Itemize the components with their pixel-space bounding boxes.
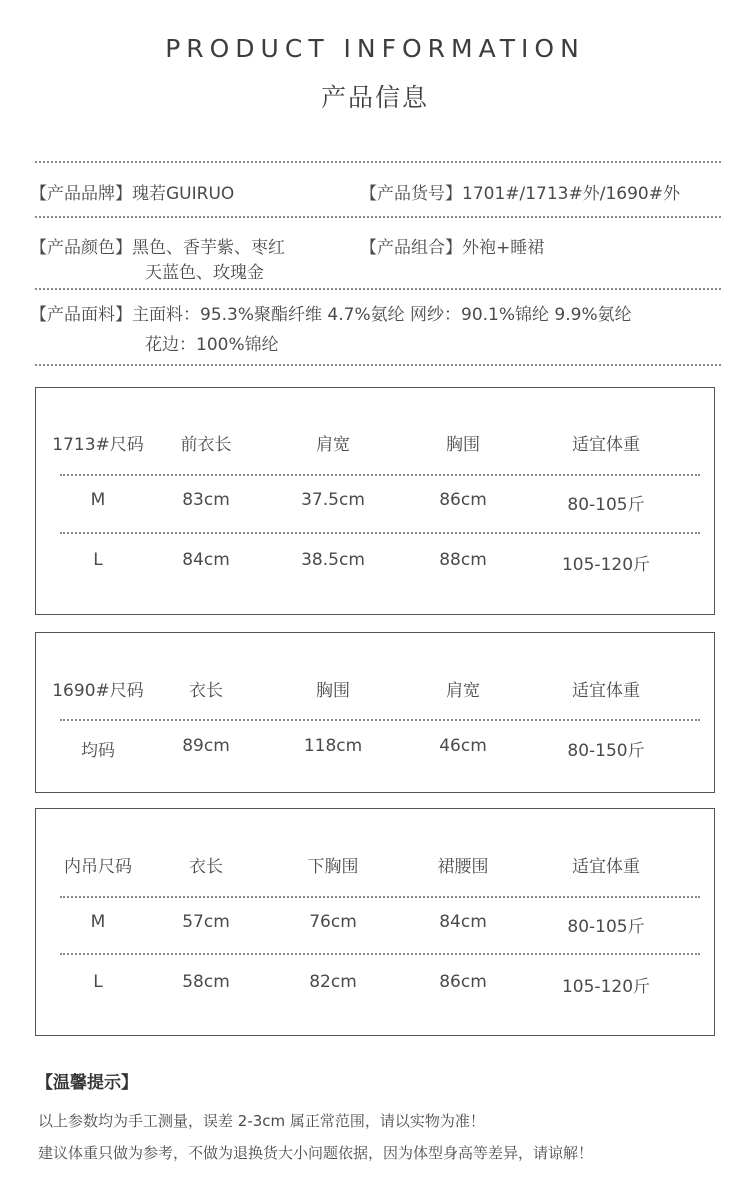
table-cell: 80-150斤: [567, 741, 645, 761]
table-cell: 118cm: [303, 736, 363, 756]
table-cell: 105-120斤: [561, 977, 651, 997]
divider-dotted: [60, 953, 700, 955]
table-cell: 86cm: [439, 972, 487, 992]
table-row: [36, 912, 714, 942]
table-cell: 105-120斤: [561, 555, 651, 575]
table-cell: 84cm: [439, 912, 487, 932]
table-cell: 89cm: [182, 736, 230, 756]
table-cell: M: [90, 490, 106, 510]
table-cell: 88cm: [439, 550, 487, 570]
color-label: 【产品颜色】: [30, 238, 132, 258]
table-header-row: [36, 852, 714, 882]
tips-title: 【温馨提示】: [36, 1073, 138, 1093]
fabric-value-line1: 主面料：95.3%聚酯纤维 4.7%氨纶 网纱：90.1%锦纶 9.9%氨纶: [132, 305, 632, 325]
header-cell: 胸围: [316, 681, 350, 701]
header-cell: 裙腰围: [437, 857, 489, 877]
fabric-value-line2: 花边：100%锦纶: [145, 335, 279, 355]
header-cell: 1690#尺码: [52, 681, 144, 701]
table-row: [36, 550, 714, 580]
header-cell: 衣长: [189, 857, 223, 877]
divider-dotted: [35, 161, 721, 163]
size-table-1690: [35, 632, 715, 793]
table-cell: 37.5cm: [301, 490, 365, 510]
brand-label: 【产品品牌】: [30, 184, 132, 204]
fabric-label: 【产品面料】: [30, 305, 132, 325]
sku-label: 【产品货号】: [360, 184, 462, 204]
divider-dotted: [60, 532, 700, 534]
table-header-row: [36, 430, 714, 460]
header-cell: 前衣长: [180, 435, 232, 455]
tips-line-1: 以上参数均为手工测量，误差 2-3cm 属正常范围，请以实物为准！: [38, 1112, 485, 1130]
table-cell: L: [93, 972, 103, 992]
table-cell: 57cm: [182, 912, 230, 932]
table-header-row: [36, 676, 714, 706]
table-row: [36, 736, 714, 766]
divider-dotted: [35, 288, 721, 290]
header-cell: 适宜体重: [572, 857, 640, 877]
color-value-line2: 天蓝色、玫瑰金: [145, 263, 264, 283]
table-cell: 86cm: [439, 490, 487, 510]
tips-line-2: 建议体重只做为参考，不做为退换货大小问题依据，因为体型身高等差异，请谅解！: [38, 1144, 594, 1162]
header-cell: 内吊尺码: [64, 857, 132, 877]
table-cell: 83cm: [182, 490, 230, 510]
divider-dotted: [35, 364, 721, 366]
header-cell: 肩宽: [446, 681, 480, 701]
table-cell: 80-105斤: [567, 495, 645, 515]
table-cell: 76cm: [309, 912, 357, 932]
size-table-1713: [35, 387, 715, 615]
brand-value: 瑰若GUIRUO: [132, 184, 235, 204]
title-english: PRODUCT INFORMATION: [165, 34, 585, 63]
header-cell: 肩宽: [316, 435, 350, 455]
title-chinese: 产品信息: [320, 83, 429, 112]
table-cell: 84cm: [182, 550, 230, 570]
table-row: [36, 490, 714, 520]
divider-dotted: [35, 216, 721, 218]
table-cell: 38.5cm: [301, 550, 365, 570]
sku-info: [360, 179, 680, 204]
divider-dotted: [60, 896, 700, 898]
table-row: [36, 972, 714, 1002]
sku-value: 1701#/1713#外/1690#外: [462, 184, 680, 204]
header-cell: 衣长: [189, 681, 223, 701]
divider-dotted: [60, 474, 700, 476]
header-cell: 胸围: [446, 435, 480, 455]
color-value-line1: 黑色、香芋紫、枣红: [132, 238, 285, 258]
table-cell: 58cm: [182, 972, 230, 992]
header-cell: 下胸围: [307, 857, 359, 877]
divider-dotted: [60, 719, 700, 721]
table-cell: 82cm: [309, 972, 357, 992]
brand-info: [30, 179, 234, 204]
table-cell: L: [93, 550, 103, 570]
header-cell: 适宜体重: [572, 681, 640, 701]
combo-value: 外袍+睡裙: [462, 238, 545, 258]
table-cell: 46cm: [439, 736, 487, 756]
table-cell: 均码: [81, 741, 115, 761]
header-cell: 适宜体重: [572, 435, 640, 455]
combo-label: 【产品组合】: [360, 238, 462, 258]
combo-info: [360, 233, 544, 258]
fabric-info: [30, 300, 632, 325]
size-table-slip: [35, 808, 715, 1036]
color-info: [30, 233, 285, 258]
table-cell: 80-105斤: [567, 917, 645, 937]
header-cell: 1713#尺码: [52, 435, 144, 455]
table-cell: M: [90, 912, 106, 932]
